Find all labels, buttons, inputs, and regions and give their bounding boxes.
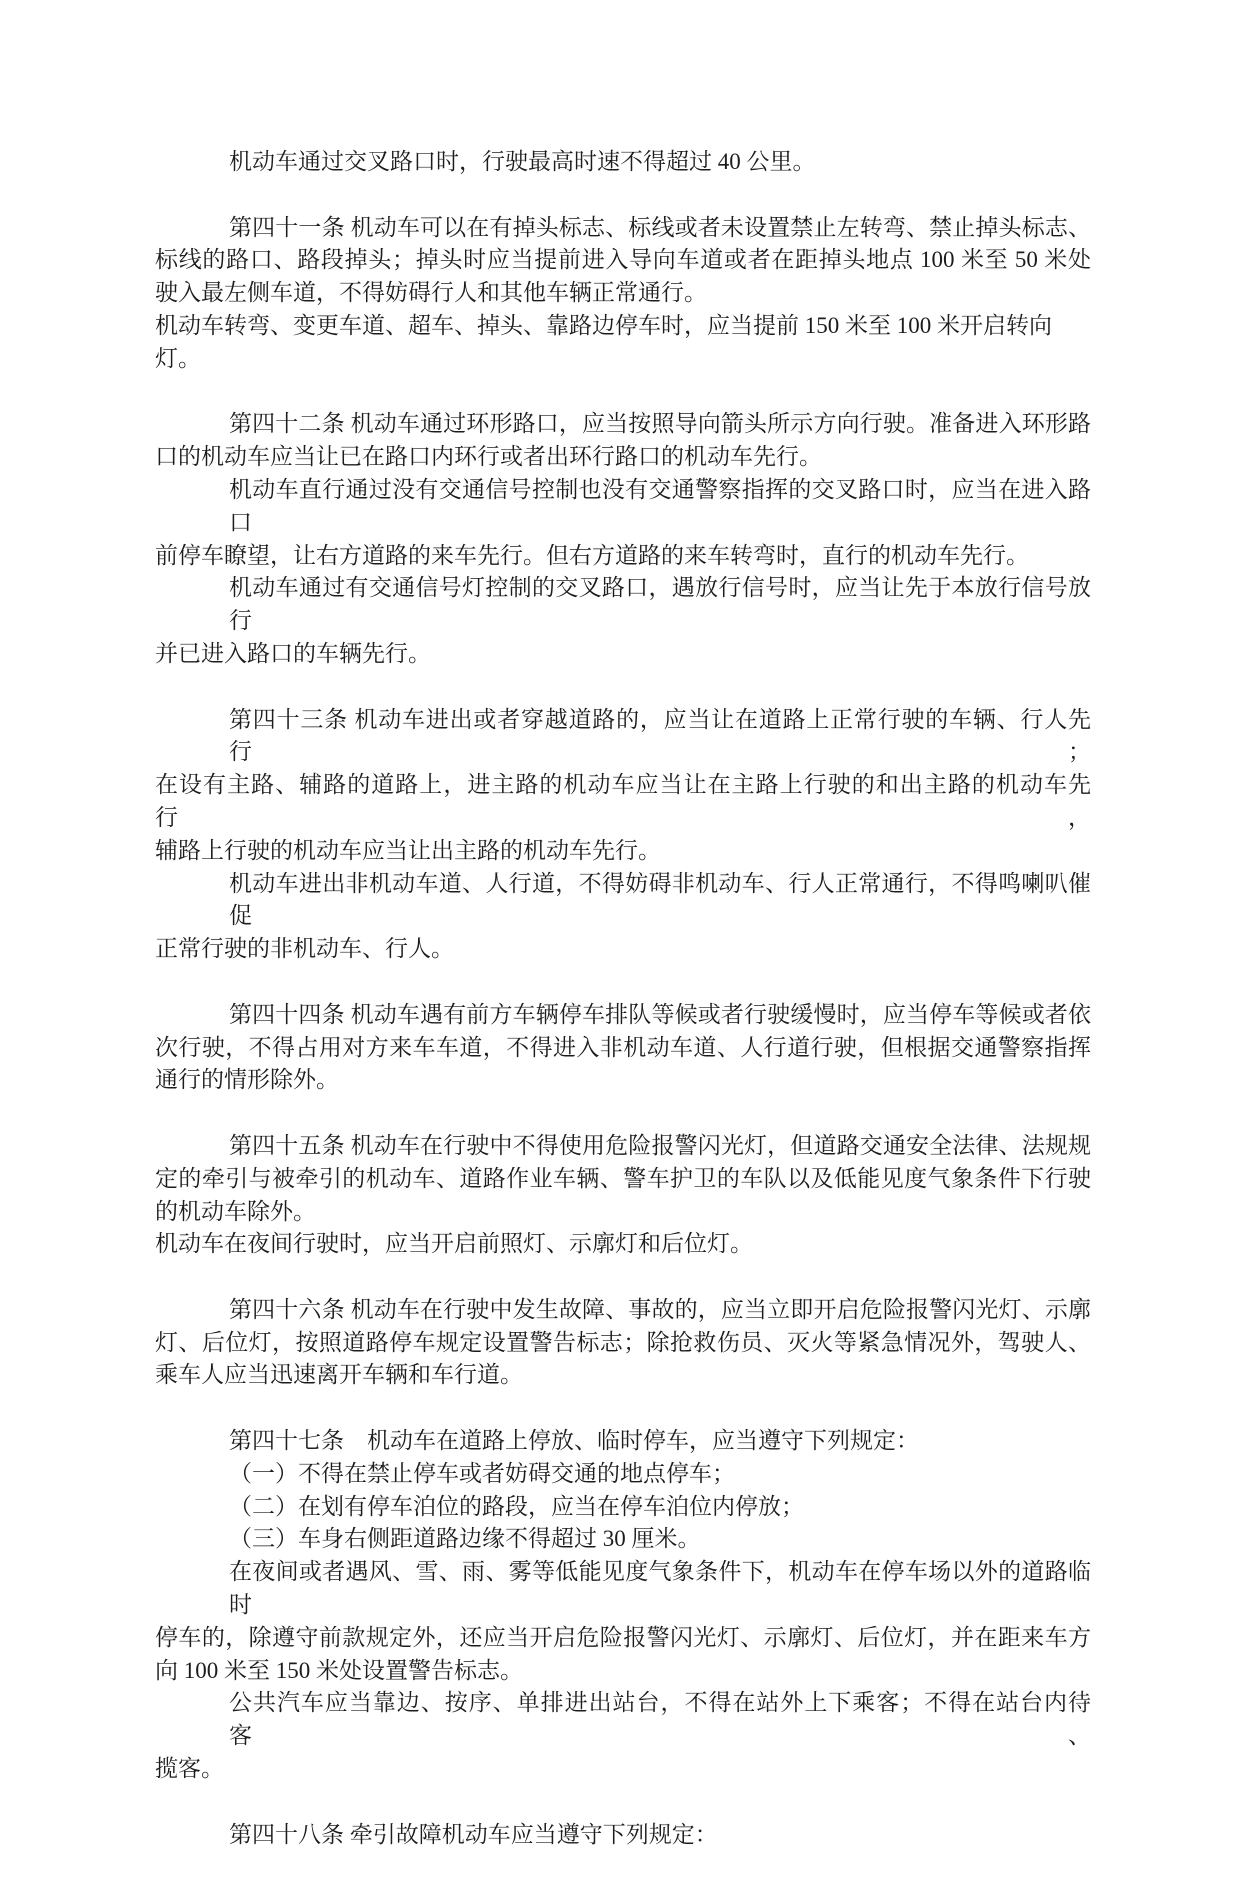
text-line: 机动车直行通过没有交通信号控制也没有交通警察指挥的交叉路口时，应当在进入路口 <box>229 476 1091 535</box>
text-line: 第四十一条 机动车可以在有掉头标志、标线或者未设置禁止左转弯、禁止掉头标志、 <box>229 214 1091 240</box>
text-line: 向 100 米至 150 米处设置警告标志。 <box>155 1657 523 1683</box>
text-line: 第四十七条 机动车在道路上停放、临时停车，应当遵守下列规定： <box>229 1428 919 1454</box>
article-44 <box>155 999 1091 1097</box>
article-46 <box>155 1294 1091 1392</box>
document-content <box>155 146 1091 1884</box>
text-line: 的机动车除外。 <box>155 1198 316 1224</box>
article-42 <box>155 408 1091 670</box>
text-line: 并已进入路口的车辆先行。 <box>155 640 431 666</box>
text-line: 机动车在夜间行驶时，应当开启前照灯、示廓灯和后位灯。 <box>155 1231 753 1257</box>
text-line: 次行驶，不得占用对方来车车道，不得进入非机动车道、人行道行驶，但根据交通警察指挥 <box>155 1034 1091 1060</box>
text-line: 通行的情形除外。 <box>155 1067 339 1093</box>
paragraph-intersection-speed <box>155 146 1091 179</box>
text-line: 第四十五条 机动车在行驶中不得使用危险报警闪光灯，但道路交通安全法律、法规规 <box>229 1132 1091 1158</box>
text-line: 停车的，除遵守前款规定外，还应当开启危险报警闪光灯、示廓灯、后位灯，并在距来车方 <box>155 1624 1091 1650</box>
text-line: 机动车通过有交通信号灯控制的交叉路口，遇放行信号时，应当让先于本放行信号放行 <box>229 575 1091 634</box>
text-line: 公共汽车应当靠边、按序、单排进出站台，不得在站外上下乘客；不得在站台内待客、 <box>229 1690 1091 1749</box>
text-line: 第四十二条 机动车通过环形路口，应当按照导向箭头所示方向行驶。准备进入环形路 <box>229 411 1091 437</box>
text-line: 第四十三条 机动车进出或者穿越道路的，应当让在道路上正常行驶的车辆、行人先行； <box>229 706 1091 765</box>
text-line: （二）在划有停车泊位的路段，应当在停车泊位内停放； <box>229 1493 804 1519</box>
text-line: 定的牵引与被牵引的机动车、道路作业车辆、警车护卫的车队以及低能见度气象条件下行驶 <box>155 1165 1091 1191</box>
text-line: 机动车通过交叉路口时，行驶最高时速不得超过 40 公里。 <box>229 149 816 174</box>
text-line: 机动车转弯、变更车道、超车、掉头、靠路边停车时，应当提前 150 米至 100 米开启转向灯。 <box>155 312 1052 371</box>
article-45 <box>155 1130 1091 1261</box>
text-line: 揽客。 <box>155 1756 224 1782</box>
text-line: 乘车人应当迅速离开车辆和车行道。 <box>155 1362 523 1388</box>
text-line: 机动车进出非机动车道、人行道，不得妨碍非机动车、行人正常通行，不得鸣喇叭催促 <box>229 870 1091 929</box>
article-41 <box>155 212 1091 376</box>
text-line: 在设有主路、辅路的道路上，进主路的机动车应当让在主路上行驶的和出主路的机动车先行， <box>155 772 1091 830</box>
text-line: 驶入最左侧车道，不得妨碍行人和其他车辆正常通行。 <box>155 280 707 306</box>
text-line: 在夜间或者遇风、雪、雨、雾等低能见度气象条件下，机动车在停车场以外的道路临时 <box>229 1559 1091 1618</box>
text-line: 第四十八条 牵引故障机动车应当遵守下列规定： <box>229 1821 718 1847</box>
article-47 <box>155 1425 1091 1786</box>
text-line: （一）不得在禁止停车或者妨碍交通的地点停车； <box>229 1460 735 1486</box>
article-43 <box>155 704 1091 966</box>
text-line: 正常行驶的非机动车、行人。 <box>155 936 454 962</box>
text-line: 第四十四条 机动车遇有前方车辆停车排队等候或者行驶缓慢时，应当停车等候或者依 <box>229 1001 1091 1027</box>
text-line: 第四十六条 机动车在行驶中发生故障、事故的，应当立即开启危险报警闪光灯、示廓 <box>229 1296 1091 1322</box>
text-line: 标线的路口、路段掉头；掉头时应当提前进入导向车道或者在距掉头地点 100 米至 50 米处 <box>155 247 1092 273</box>
text-line: 辅路上行驶的机动车应当让出主路的机动车先行。 <box>155 837 661 863</box>
text-line: 前停车瞭望，让右方道路的来车先行。但右方道路的来车转弯时，直行的机动车先行。 <box>155 542 1029 568</box>
text-line: （三）车身右侧距道路边缘不得超过 30 厘米。 <box>229 1526 701 1552</box>
text-line: 灯、后位灯，按照道路停车规定设置警告标志；除抢救伤员、灭火等紧急情况外，驾驶人、 <box>155 1329 1091 1355</box>
article-48 <box>155 1819 1091 1852</box>
text-line: 口的机动车应当让已在路口内环行或者出环行路口的机动车先行。 <box>155 444 822 470</box>
